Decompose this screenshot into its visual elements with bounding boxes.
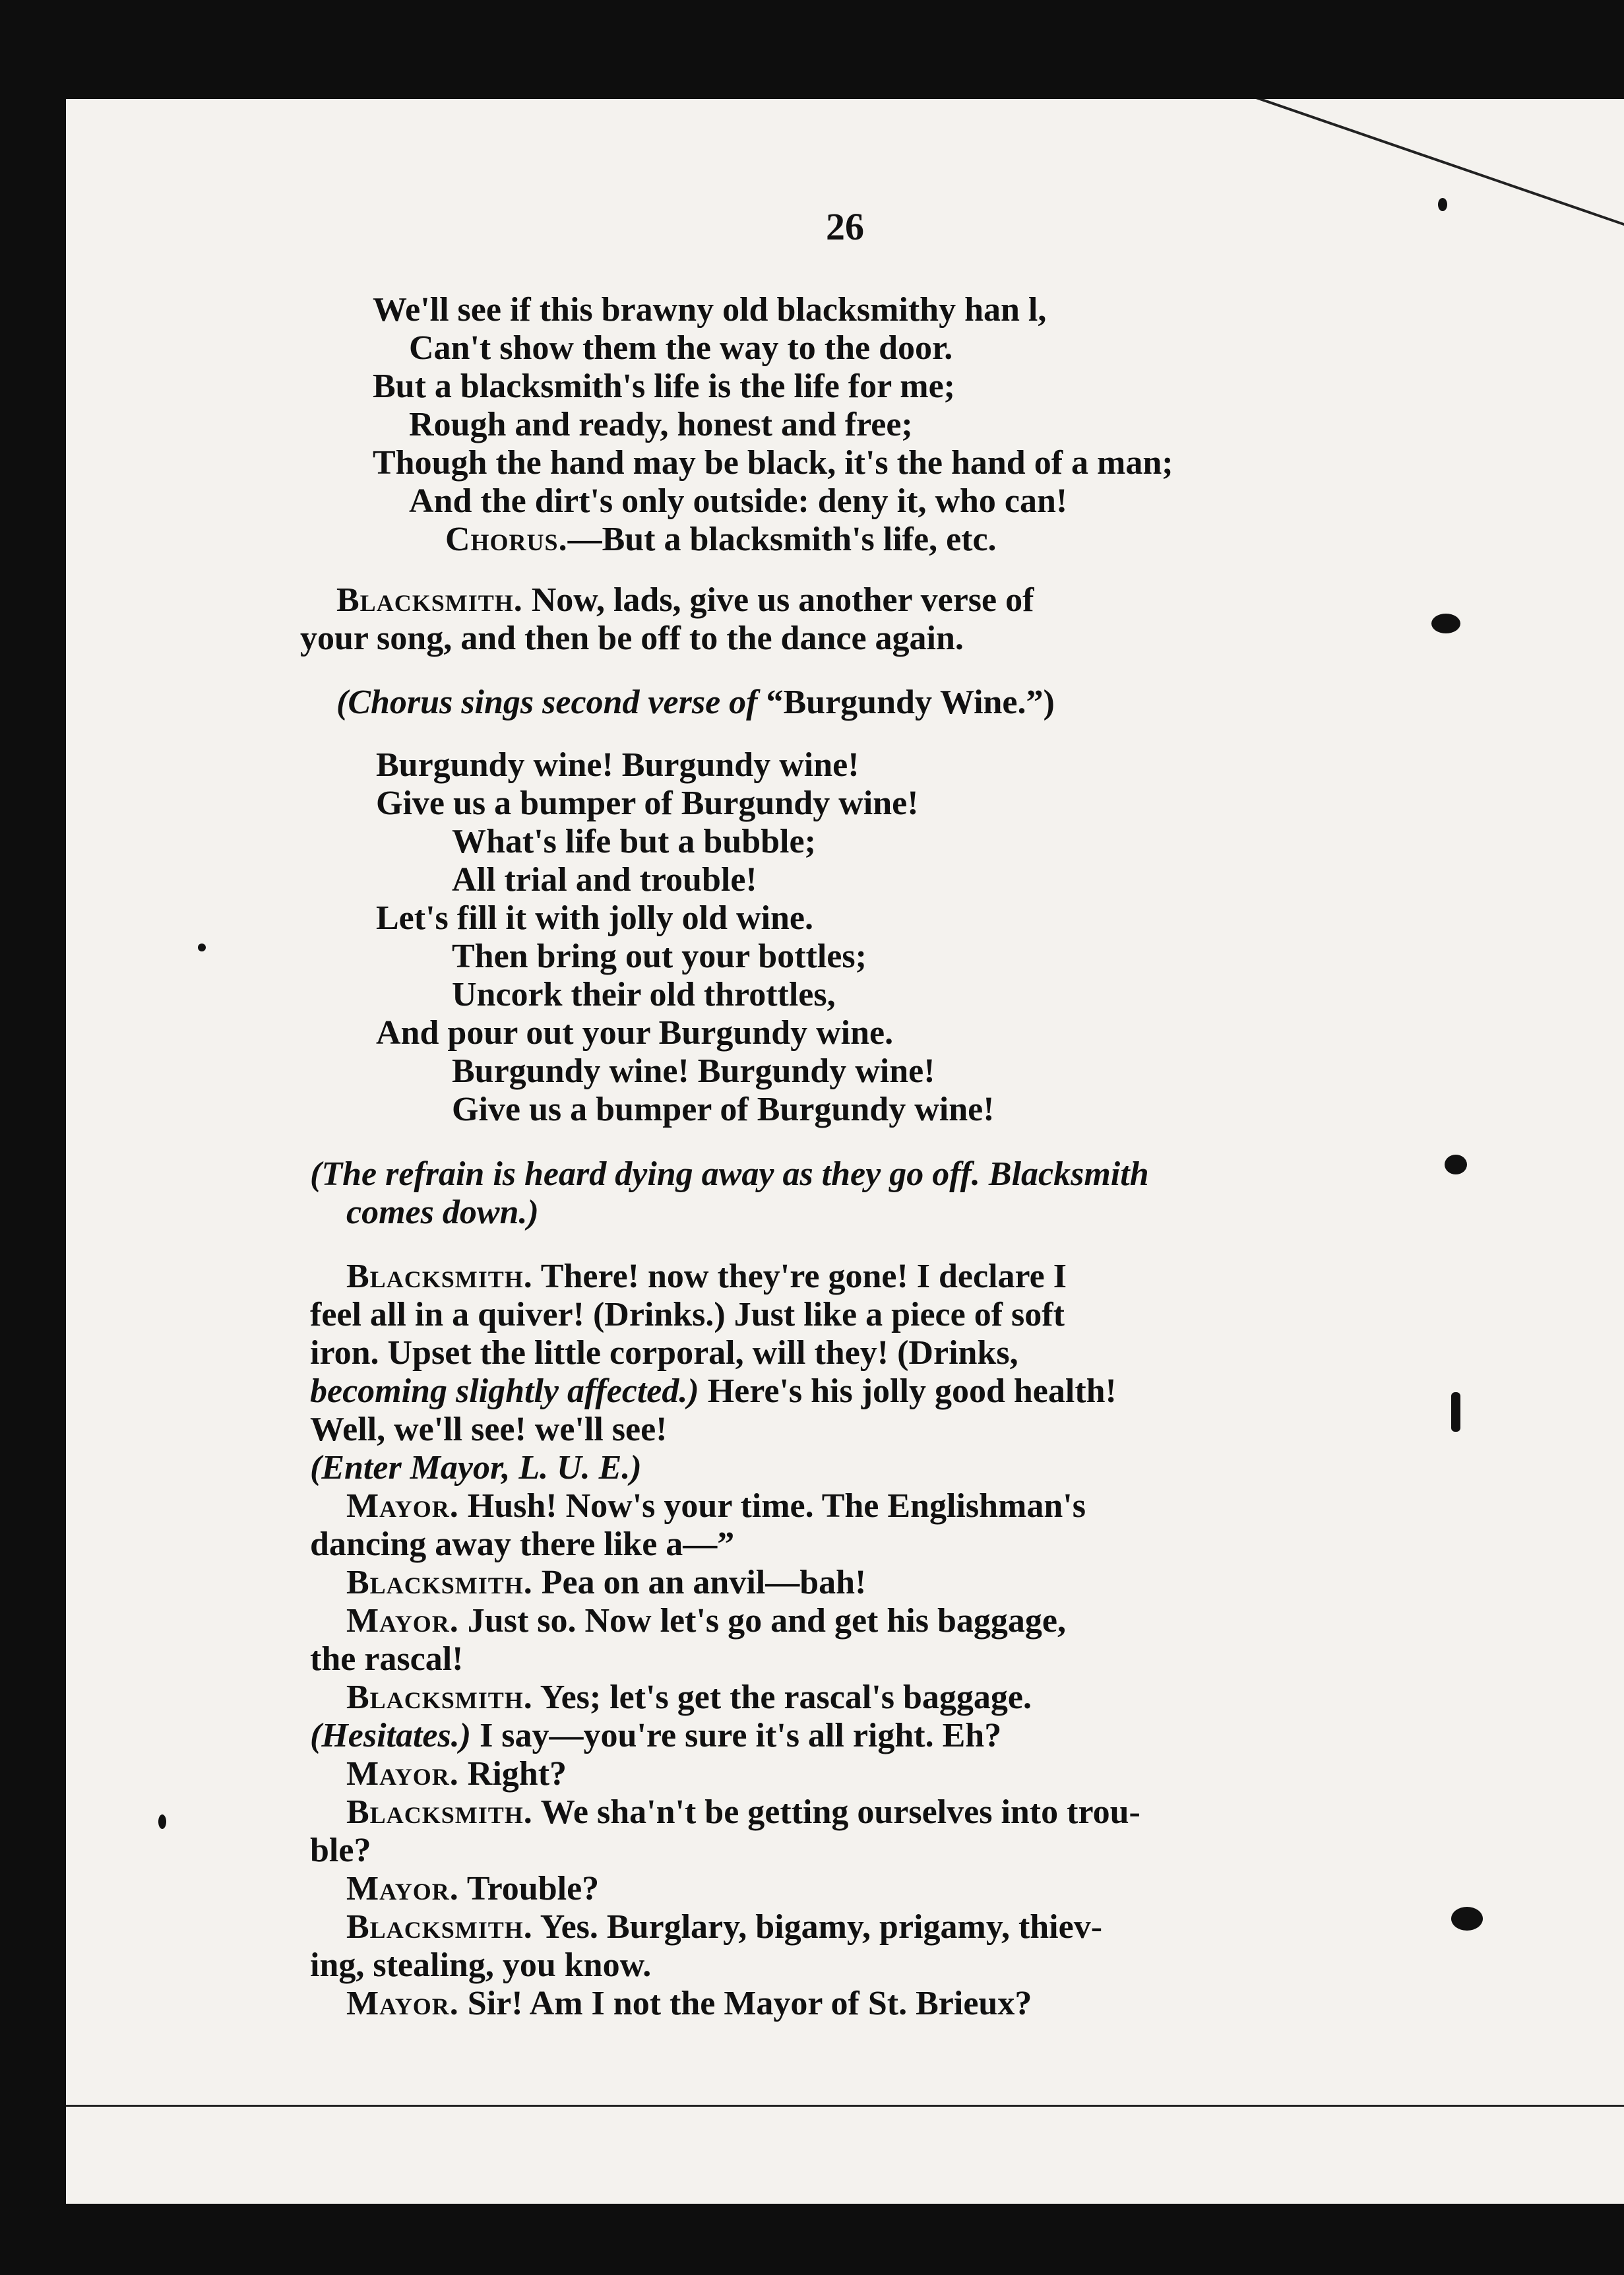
verse-line: Though the hand may be black, it's the hand of a man; <box>373 444 1173 482</box>
dialogue-line: (Hesitates.) I say—you're sure it's all right. Eh? <box>310 1717 1002 1754</box>
stage-direction: (The refrain is heard dying away as they go off. Blacksmith <box>310 1155 1149 1193</box>
dialogue-line: Blacksmith. Now, lads, give us another verse of <box>336 581 1034 619</box>
verse-line: Let's fill it with jolly old wine. <box>376 899 813 937</box>
dialogue-line: the rascal! <box>310 1640 464 1678</box>
dialogue-line: ble? <box>310 1832 371 1869</box>
stage-direction: comes down.) <box>346 1194 539 1231</box>
verse-line: And the dirt's only outside: deny it, who can! <box>409 482 1068 520</box>
verse-line: Burgundy wine! Burgundy wine! <box>452 1052 935 1090</box>
document-page <box>66 99 1624 2204</box>
page-rule <box>66 2105 1624 2107</box>
ink-speck <box>198 944 206 951</box>
ink-speck <box>1431 614 1460 633</box>
verse-line: Then bring out your bottles; <box>452 938 867 975</box>
ink-speck <box>1438 198 1447 211</box>
dialogue-line: becoming slightly affected.) Here's his jolly good health! <box>310 1372 1117 1410</box>
verse-line: Give us a bumper of Burgundy wine! <box>452 1091 995 1128</box>
verse-line: And pour out your Burgundy wine. <box>376 1014 894 1052</box>
verse-line: But a blacksmith's life is the life for me; <box>373 368 955 405</box>
ink-speck <box>1445 1155 1467 1174</box>
verse-line: Burgundy wine! Burgundy wine! <box>376 746 859 784</box>
ink-speck <box>1451 1392 1460 1432</box>
verse-line: Can't show them the way to the door. <box>409 329 953 367</box>
dialogue-line: Blacksmith. Yes. Burglary, bigamy, prigamy, thiev- <box>346 1908 1103 1946</box>
dialogue-line: your song, and then be off to the dance again. <box>300 620 964 657</box>
verse-line: Uncork their old throttles, <box>452 976 836 1013</box>
verse-line: We'll see if this brawny old blacksmithy han l, <box>373 291 1047 329</box>
page-number: 26 <box>826 205 864 248</box>
dialogue-line: ing, stealing, you know. <box>310 1946 652 1984</box>
chorus-line: Chorus.—But a blacksmith's life, etc. <box>445 521 997 558</box>
dialogue-line: Blacksmith. There! now they're gone! I declare I <box>346 1258 1067 1295</box>
stage-direction: (Chorus sings second verse of “Burgundy Wine.”) <box>336 684 1055 721</box>
dialogue-line: Well, we'll see! we'll see! <box>310 1411 668 1448</box>
ink-speck <box>158 1814 166 1829</box>
dialogue-line: Blacksmith. We sha'n't be getting ourselves into trou- <box>346 1793 1140 1831</box>
verse-line: All trial and trouble! <box>452 861 757 899</box>
dialogue-line: feel all in a quiver! (Drinks.) Just like a piece of soft <box>310 1296 1065 1333</box>
dialogue-line: Mayor. Sir! Am I not the Mayor of St. Brieux? <box>346 1985 1032 2022</box>
verse-line: Rough and ready, honest and free; <box>409 406 913 443</box>
dialogue-line: Blacksmith. Yes; let's get the rascal's baggage. <box>346 1679 1032 1716</box>
verse-line: What's life but a bubble; <box>452 823 816 860</box>
dialogue-line: Mayor. Hush! Now's your time. The Englishman's <box>346 1487 1086 1525</box>
dialogue-line: Mayor. Just so. Now let's go and get his baggage, <box>346 1602 1066 1640</box>
verse-line: Give us a bumper of Burgundy wine! <box>376 785 919 822</box>
dialogue-line: Mayor. Trouble? <box>346 1870 600 1907</box>
dialogue-line: Mayor. Right? <box>346 1755 567 1793</box>
dialogue-line: dancing away there like a—” <box>310 1525 735 1563</box>
ink-speck <box>1451 1907 1483 1931</box>
dialogue-line: Blacksmith. Pea on an anvil—bah! <box>346 1564 867 1601</box>
stage-direction: (Enter Mayor, L. U. E.) <box>310 1449 642 1487</box>
dialogue-line: iron. Upset the little corporal, will they! (Drinks, <box>310 1334 1018 1372</box>
